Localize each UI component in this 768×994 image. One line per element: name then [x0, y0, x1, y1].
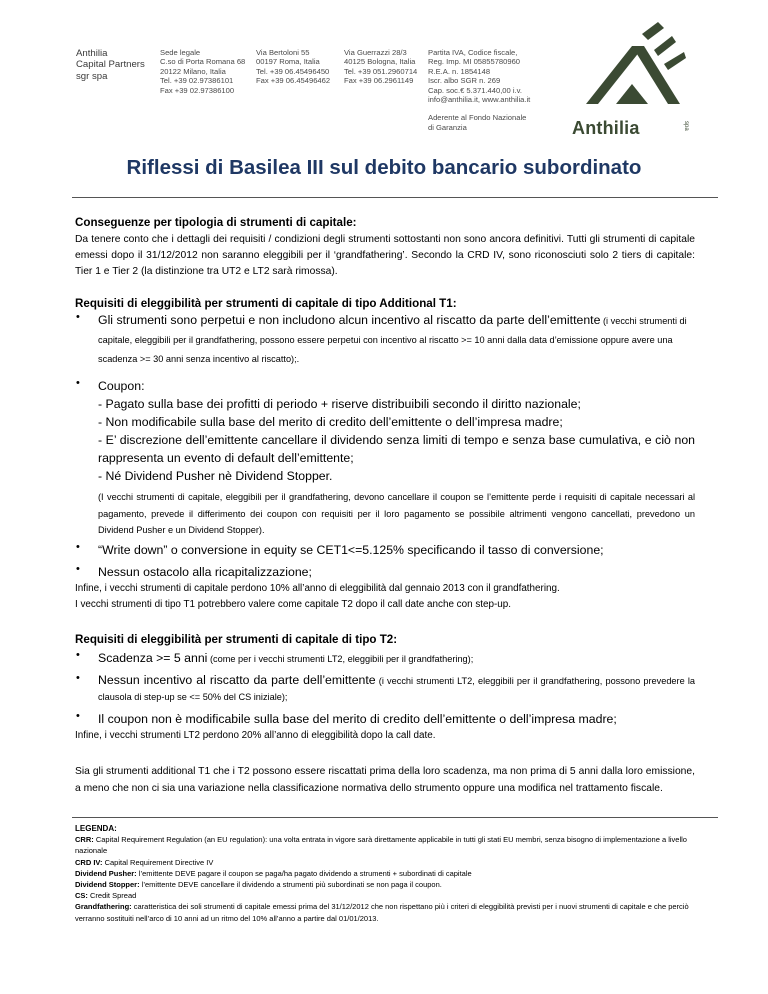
paragraph-t2-end: Infine, i vecchi strumenti LT2 perdono 20% all’anno di eleggibilità dopo la call date. [75, 729, 436, 741]
list-item: • Nessun ostacolo alla ricapitalizzazione; [76, 562, 312, 579]
logo-spa: spa [683, 121, 689, 131]
list-item: • Scadenza >= 5 anni (come per i vecchi strumenti LT2, eleggibili per il grandfathering); [76, 648, 474, 665]
address-bologna: Via Guerrazzi 28/3 40125 Bologna, Italia Tel. +39 051.2960714 Fax +39 06.2961149 [344, 48, 418, 86]
section-heading-t2: Requisiti di eleggibilità per strumenti di capitale di tipo T2: [75, 632, 398, 646]
address-roma: Via Bertoloni 55 00197 Roma, Italia Tel. +39 06.45496450 Fax +39 06.45496462 [256, 48, 331, 86]
logo-wordmark: Anthilia [572, 118, 640, 138]
bullet-icon: • [76, 671, 80, 684]
list-item: • Coupon: - Pagato sulla base dei profitti di periodo + riserve distribuibili secondo il diritto nazionale; - Non modificabile sulla base del merito di credito dell’emittente o dell’impresa madre; - E’ discrezione dell’emittente cancellare il dividendo senza limiti di tempo e senza base cumulativa, e ciò non rappresenta un evento di default dell’emittente; - Né Dividend Pusher nè Dividend Stopper. (I vecchi strumenti di capitale, eleggibili per il grandfathering, devono cancellare il coupon se l’emittente perde i requisiti di capitale necessari al pagamento, prevede il differimento dei coupon con requisiti per il loro pagamento se possibile altrimenti vengono cancellati, prevedono un Dividend Pusher e un Dividend Stopper). [76, 377, 695, 535]
bullet-icon: • [76, 562, 80, 575]
list-item: • Nessun incentivo al riscatto da parte dell’emittente (i vecchi strumenti LT2, eleggibili per il grandfathering, possono prevedere la clausola di step-up se <= 50% del CS iniziale); [76, 671, 696, 702]
anthilia-logo-icon [568, 20, 698, 132]
legend-heading: LEGENDA: [75, 824, 117, 833]
title-divider [72, 197, 718, 198]
list-item: • Gli strumenti sono perpetui e non includono alcun incentivo al riscatto da parte dell’emittente (i vecchi strumenti di capitale, eleggibili per il grandfathering, possono essere perpetui con incentivo al riscatto >= 10 anni dalla data d’emissione oppure avere una scadenza >= 30 anni senza incentivo al riscatto);. [76, 311, 687, 364]
legend-item: CS: Credit Spread [75, 891, 137, 901]
legend-item: Dividend Stopper: l’emittente DEVE cancellare il dividendo a strumenti più subordinati se non paga il coupon. [75, 880, 442, 890]
paragraph-riscatto: Sia gli strumenti additional T1 che i T2 possono essere riscattati prima della loro scadenza, ma non prima di 5 anni dalla loro emissione, a meno che non ci sia una variazione nella classificazione normativa dello strumento oppure una modifica nel trattamento fiscale. [75, 765, 695, 794]
bullet-icon: • [76, 540, 80, 553]
legend [75, 823, 705, 924]
bullet-icon: • [76, 709, 80, 722]
paragraph-t1-end: Infine, i vecchi strumenti di capitale perdono 10% all’anno di eleggibilità dal gennaio 2013 con il grandfathering. [75, 582, 560, 594]
company-registration: Partita IVA, Codice fiscale, Reg. Imp. MI 05855780960 R.E.A. n. 1854148 Iscr. albo SGR n. 269 Cap. soc.€ 5.371.440,00 i.v. info@anthilia.it, www.anthilia.it Aderente al Fondo Nazionale di Garanzia [428, 48, 531, 132]
paragraph-conseguenze: Da tenere conto che i dettagli dei requisiti / condizioni degli strumenti sottostanti non sono ancora definitivi. Tutti gli strumenti di capitale emessi dopo il 31/12/2012 non saranno eleggibili per il ‘grandfathering’. Secondo la CRD IV, sono riconosciuti solo 2 tiers di capitale: Tier 1 e Tier 2 (la distinzione tra UT2 e LT2 sarà rimossa). [75, 234, 695, 277]
legend-divider [72, 817, 718, 818]
legend-item: CRD IV: Capital Requirement Directive IV [75, 857, 214, 867]
list-item: • “Write down” o conversione in equity se CET1<=5.125% specificando il tasso di conversione; [76, 540, 604, 557]
bullet-icon: • [76, 311, 80, 323]
company-name: Anthilia Capital Partners sgr spa [76, 48, 145, 82]
address-milano: Sede legale C.so di Porta Romana 68 20122 Milano, Italia Tel. +39 02.97386101 Fax +39 02.97386100 [160, 48, 246, 95]
legend-item: Dividend Pusher: l’emittente DEVE pagare il coupon se paga/ha pagato dividendo a strumenti + subordinati di capitale [75, 868, 472, 878]
bullet-icon: • [76, 377, 80, 389]
legend-item: Grandfathering: caratteristica dei soli strumenti di capitale emessi prima del 31/12/2012 che non rispettano più i criteri di eleggibilità previsti per i nuovi strumenti di capitale e che perciò verranno sostituiti nell’arco di 10 anni ad un ritmo del 10% all’anno a partire dal 01/01/2013. [75, 902, 689, 923]
list-item: • Il coupon non è modificabile sulla base del merito di credito dell’emittente o dell’impresa madre; [76, 709, 617, 726]
legend-item: CRR: Capital Requirement Regulation (an EU regulation): una volta entrata in vigore sarà direttamente applicabile in tutti gli stati EU membri, senza bisogno di implementazione a livello nazionale [75, 835, 687, 856]
section-heading-additional-t1: Requisiti di eleggibilità per strumenti di capitale di tipo Additional T1: [75, 297, 457, 310]
section-heading-conseguenze: Conseguenze per tipologia di strumenti di capitale: [75, 216, 357, 229]
document-body [75, 207, 695, 797]
bullet-icon: • [76, 648, 80, 661]
page-title: Riflessi di Basilea III sul debito bancario subordinato [126, 156, 642, 179]
paragraph-t1-end-2: I vecchi strumenti di tipo T1 potrebbero valere come capitale T2 dopo il call date anche con step-up. [75, 598, 512, 610]
